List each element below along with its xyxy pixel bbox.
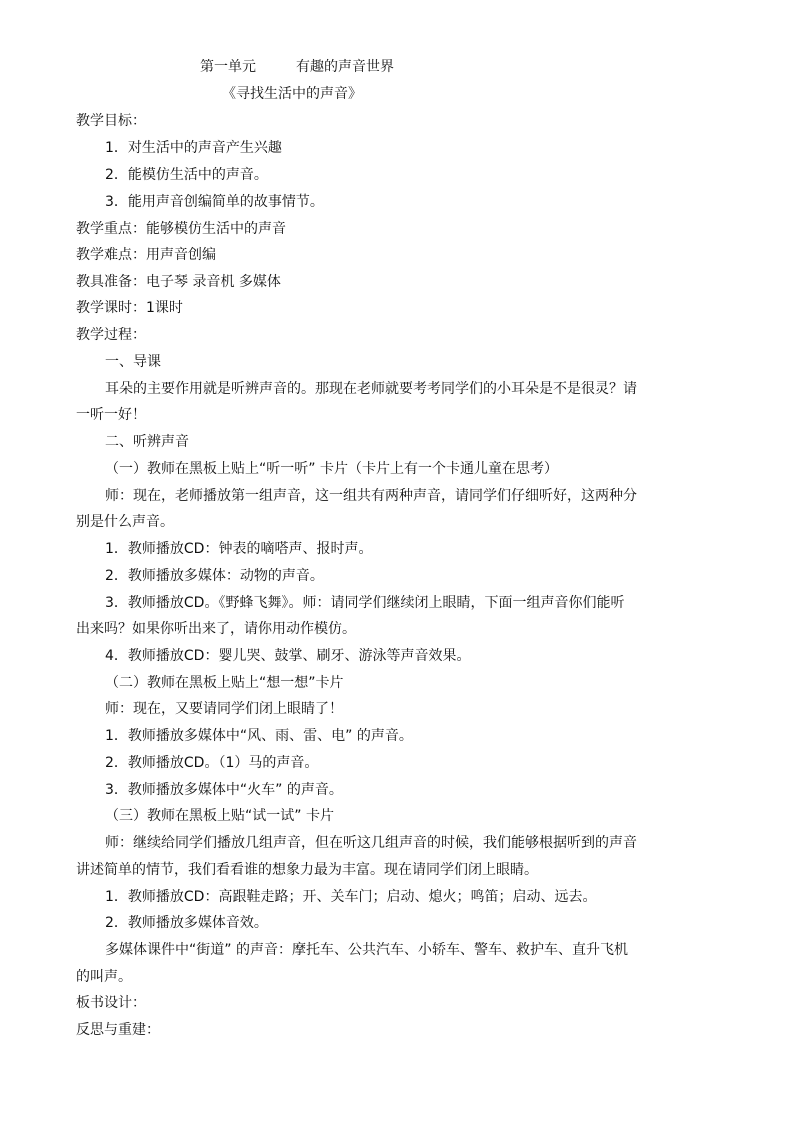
list-item: 1．教师播放多媒体中“风、雨、雷、电” 的声音。 — [105, 728, 413, 744]
section-heading: 二、听辨声音 — [105, 434, 189, 450]
paragraph-line: 师：现在，又要请同学们闭上眼睛了！ — [105, 701, 343, 717]
paragraph-line: 一听一好！ — [76, 407, 146, 423]
list-item: 2．教师播放多媒体音效。 — [105, 915, 268, 931]
subsection-heading: （一）教师在黑板上贴上“听一听” 卡片（卡片上有一个卡通儿童在思考） — [105, 461, 558, 477]
subsection-heading: （二）教师在黑板上贴上“想一想”卡片 — [105, 675, 344, 691]
board-design-heading: 板书设计： — [76, 995, 146, 1011]
unit-title — [200, 58, 394, 76]
list-item: 2．教师播放CD。（1）马的声音。 — [105, 755, 319, 771]
teaching-aids: 教具准备：电子琴 录音机 多媒体 — [76, 274, 281, 290]
paragraph-line: 师：现在，老师播放第一组声音，这一组共有两种声音，请同学们仔细听好，这两种分 — [105, 488, 637, 504]
section-heading: 一、导课 — [105, 354, 161, 370]
class-hours: 教学课时：1课时 — [76, 300, 183, 316]
heading-process: 教学过程： — [76, 327, 146, 343]
paragraph-line: 别是什么声音。 — [76, 514, 174, 530]
objective-item: 1．对生活中的声音产生兴趣 — [105, 140, 282, 156]
paragraph-line: 师：继续给同学们播放几组声音，但在听这几组声音的时候，我们能够根据听到的声音 — [105, 835, 637, 851]
unit-label: 第一单元 — [200, 59, 256, 75]
paragraph-line: 耳朵的主要作用就是听辨声音的。那现在老师就要考考同学们的小耳朵是不是很灵？请 — [105, 381, 637, 397]
unit-theme: 有趣的声音世界 — [296, 59, 394, 75]
paragraph-line: 多媒体课件中“街道” 的声音：摩托车、公共汽车、小轿车、警车、救护车、直升飞机 — [105, 942, 628, 958]
heading-objectives: 教学目标： — [76, 113, 146, 129]
reflection-heading: 反思与重建： — [76, 1022, 160, 1038]
list-item: 1．教师播放CD：高跟鞋走路；开、关车门；启动、熄火；鸣笛；启动、远去。 — [105, 889, 597, 905]
list-item: 2．教师播放多媒体：动物的声音。 — [105, 568, 324, 584]
subsection-heading: （三）教师在黑板上贴“试一试” 卡片 — [105, 808, 334, 824]
list-item: 3．教师播放CD。《野蜂飞舞》。师：请同学们继续闭上眼睛，下面一组声音你们能听 — [105, 595, 625, 611]
paragraph-line: 出来吗？如果你听出来了，请你用动作模仿。 — [76, 621, 356, 637]
list-item: 1．教师播放CD：钟表的嘀嗒声、报时声。 — [105, 541, 373, 557]
paragraph-line: 讲述简单的情节，我们看看谁的想象力最为丰富。现在请同学们闭上眼睛。 — [76, 862, 538, 878]
lesson-title: 《寻找生活中的声音》 — [222, 86, 362, 102]
paragraph-line: 的叫声。 — [76, 969, 132, 985]
objective-item: 3．能用声音创编简单的故事情节。 — [105, 194, 324, 210]
list-item: 3．教师播放多媒体中“火车” 的声音。 — [105, 782, 343, 798]
difficult-point: 教学难点：用声音创编 — [76, 247, 216, 263]
objective-item: 2．能模仿生活中的声音。 — [105, 167, 268, 183]
list-item: 4．教师播放CD：婴儿哭、鼓掌、刷牙、游泳等声音效果。 — [105, 648, 471, 664]
key-point: 教学重点：能够模仿生活中的声音 — [76, 221, 286, 237]
